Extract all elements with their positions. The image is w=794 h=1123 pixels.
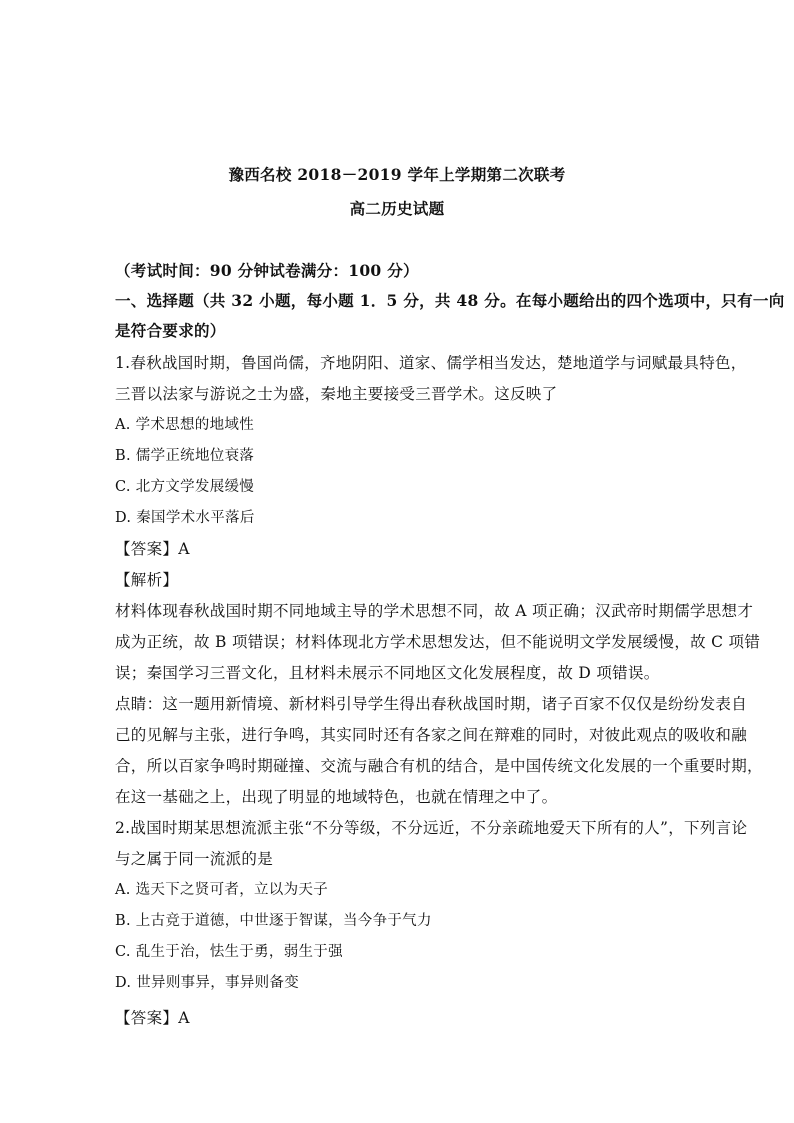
q2-option-a: A. 选天下之贤可者，立以为天子 (115, 882, 328, 898)
q1-comment-line: 合，所以百家争鸣时期碰撞、交流与融合有机的结合，是中国传统文化发展的一个重要时期， (115, 757, 763, 775)
q1-comment-line: 点睛：这一题用新情境、新材料引导学生得出春秋战国时期，诸子百家不仅仅是纷纷发表自 (115, 695, 748, 713)
exam-info: （考试时间：90 分钟试卷满分：100 分） (115, 261, 419, 280)
exam-title: 豫西名校 2018－2019 学年上学期第二次联考 (228, 165, 566, 184)
q1-analysis-line: 误；秦国学习三晋文化，且材料未展示不同地区文化发展程度，故 D 项错误。 (115, 664, 660, 682)
q1-option-a: A. 学术思想的地域性 (115, 417, 254, 433)
q1-analysis-line: 成为正统，故 B 项错误；材料体现北方学术思想发达，但不能说明文学发展缓慢，故 C 项错 (115, 633, 761, 651)
q1-comment-line: 己的见解与主张，进行争鸣，其实同时还有各家之间在辩难的同时，对彼此观点的吸收和融 (115, 726, 748, 744)
exam-subtitle: 高二历史试题 (349, 199, 445, 218)
section-heading-line1: 一、选择题（共 32 小题，每小题 1．5 分，共 48 分。在每小题给出的四个选项中，只有一向 (115, 291, 785, 310)
q2-stem-line1: 2.战国时期某思想流派主张“不分等级，不分远近，不分亲疏地爱天下所有的人”，下列言论 (115, 819, 748, 837)
q1-stem-line2: 三晋以法家与游说之士为盛，秦地主要接受三晋学术。这反映了 (115, 385, 558, 403)
q1-option-b: B. 儒学正统地位衰落 (115, 448, 255, 464)
q2-option-b: B. 上古竞于道德，中世逐于智谋，当今争于气力 (115, 913, 432, 929)
q2-option-d: D. 世异则事异，事异则备变 (115, 975, 300, 991)
section-heading-line2: 是符合要求的） (115, 321, 226, 340)
q1-comment-line: 在这一基础之上，出现了明显的地域特色，也就在情理之中了。 (115, 788, 558, 806)
q1-stem-line1: 1.春秋战国时期，鲁国尚儒，齐地阴阳、道家、儒学相当发达，楚地道学与词赋最具特色， (115, 354, 747, 372)
q2-answer: 【答案】A (115, 1009, 190, 1027)
q1-option-c: C. 北方文学发展缓慢 (115, 479, 255, 495)
q1-analysis-line: 材料体现春秋战国时期不同地域主导的学术思想不同，故 A 项正确；汉武帝时期儒学思想才 (115, 602, 754, 620)
q2-stem-line2: 与之属于同一流派的是 (115, 850, 274, 868)
q1-option-d: D. 秦国学术水平落后 (115, 510, 255, 526)
q1-analysis-title: 【解析】 (115, 571, 179, 589)
q1-answer: 【答案】A (115, 540, 190, 558)
q2-option-c: C. 乱生于治，怯生于勇，弱生于强 (115, 944, 343, 960)
